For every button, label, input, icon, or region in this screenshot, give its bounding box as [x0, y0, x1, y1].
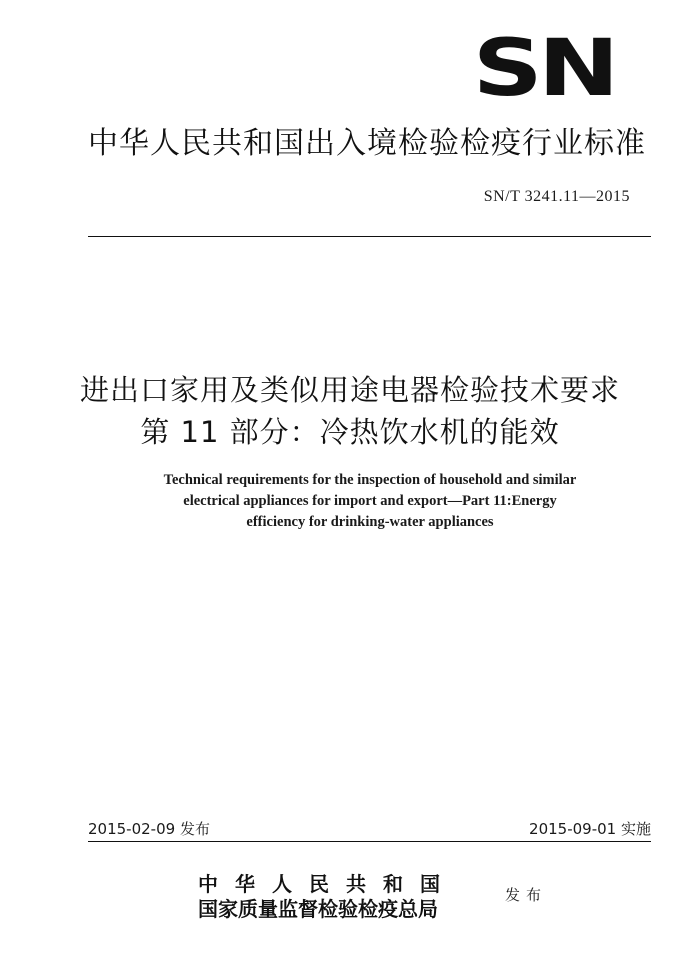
english-title-line-3: efficiency for drinking-water appliances [246, 514, 494, 530]
issuer-country: 中华人民共和国 [198, 872, 457, 896]
implementation-date: 2015-09-01 实施 [529, 820, 651, 838]
issuer-agency: 国家质量监督检验检疫总局 [198, 897, 438, 921]
bottom-divider [88, 841, 651, 842]
english-title-line-1: Technical requirements for the inspection of household and similar [163, 472, 577, 488]
english-title-line-2: electrical appliances for import and export—Part 11:Energy [183, 493, 557, 509]
sn-logo: SN [472, 24, 614, 114]
standard-code: SN/T 3241.11—2015 [483, 188, 630, 205]
chinese-title-line-1: 进出口家用及类似用途电器检验技术要求 [79, 373, 620, 407]
org-title: 中华人民共和国出入境检验检疫行业标准 [88, 126, 646, 161]
issue-date: 2015-02-09 发布 [88, 820, 210, 838]
top-divider [88, 236, 651, 237]
issuer-block [198, 872, 457, 922]
chinese-title-line-2: 第 11 部分：冷热饮水机的能效 [140, 415, 560, 449]
issuer-action: 发布 [505, 886, 548, 904]
english-title [100, 470, 640, 533]
